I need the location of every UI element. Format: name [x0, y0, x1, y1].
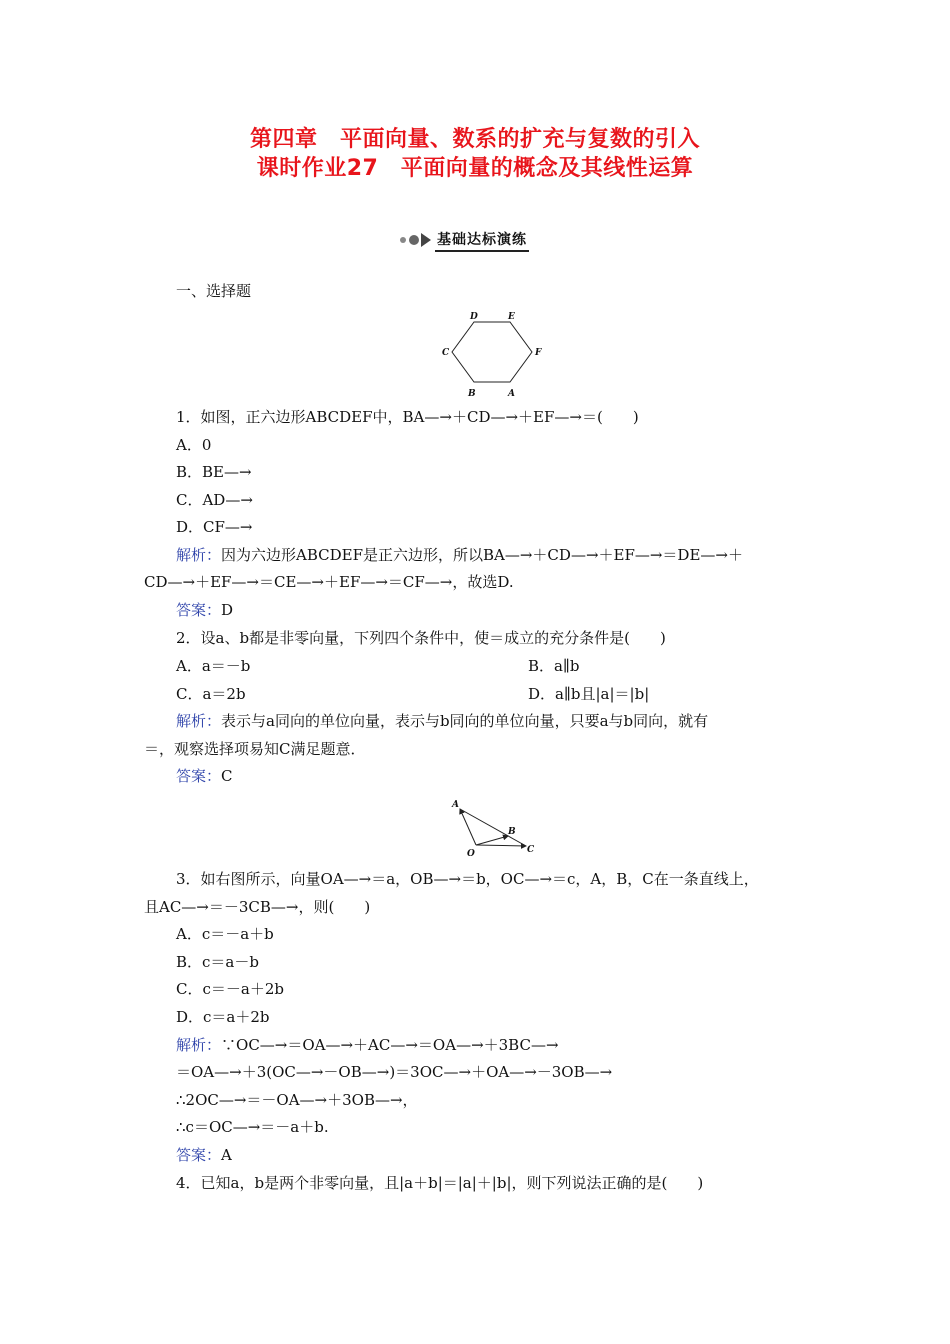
- q1-option-a: A．0: [176, 436, 212, 454]
- q3-analysis-line4: ∴c＝OC—→＝－a＋b.: [176, 1118, 329, 1136]
- chapter-title: 第四章 平面向量、数系的扩充与复数的引入: [249, 127, 700, 152]
- section-heading: 一、选择题: [176, 282, 252, 300]
- lesson-title: 课时作业27 平面向量的概念及其线性运算: [256, 156, 694, 181]
- q2-analysis-line1: [176, 711, 708, 731]
- q1-answer-value: D: [221, 601, 234, 619]
- q3-answer: [176, 1145, 232, 1165]
- q2-option-d: D．a∥b且|a|＝|b|: [528, 685, 650, 703]
- q3-analysis-text1: ∵OC—→＝OA—→＋AC—→＝OA—→＋3BC—→: [221, 1036, 559, 1054]
- q1-option-d: D．CF—→: [176, 518, 253, 536]
- q1-option-b: B．BE—→: [176, 463, 252, 481]
- q3-analysis-line1: [176, 1035, 559, 1055]
- q2-analysis-text1: 表示与a同向的单位向量，表示与b同向的单位向量，只要a与b同向，就有: [221, 712, 709, 730]
- q2-option-b: B．a∥b: [528, 657, 580, 675]
- q2-answer-label: 答案：: [176, 767, 222, 785]
- q2-answer-value: C: [221, 767, 233, 785]
- hexagon-figure: [440, 310, 550, 400]
- banner-bullet-icon: [400, 233, 435, 247]
- q1-option-c: C．AD—→: [176, 491, 253, 509]
- q3-analysis-line3: ∴2OC—→＝－OA—→＋3OB—→，: [176, 1091, 418, 1109]
- q1-stem: 1．如图，正六边形ABCDEF中，BA—→＋CD—→＋EF—→＝( ): [176, 408, 639, 426]
- tri-label-a: A: [452, 800, 459, 810]
- q1-analysis-line2: CD—→＋EF—→＝CE—→＋EF—→＝CF—→，故选D.: [144, 573, 514, 591]
- q2-analysis-label: 解析：: [176, 712, 222, 730]
- tri-label-o: O: [467, 849, 475, 859]
- section-banner: [400, 230, 529, 250]
- hex-label-e: E: [508, 312, 515, 322]
- q1-analysis-line1: [176, 545, 743, 565]
- q3-option-a: A．c＝－a＋b: [176, 925, 274, 943]
- hex-label-a: A: [508, 389, 515, 399]
- q3-answer-value: A: [221, 1146, 232, 1164]
- q3-analysis-line2: ＝OA—→＋3(OC—→－OB—→)＝3OC—→＋OA—→－3OB—→: [176, 1063, 613, 1081]
- q3-stem-line2: 且AC—→＝－3CB—→，则( ): [144, 898, 371, 916]
- q3-analysis-label: 解析：: [176, 1036, 222, 1054]
- hex-label-c: C: [442, 348, 450, 358]
- q2-analysis-line2: ＝，观察选择项易知C满足题意．: [144, 740, 366, 758]
- hex-label-f: F: [535, 348, 542, 358]
- triangle-figure: [446, 795, 546, 860]
- q3-answer-label: 答案：: [176, 1146, 222, 1164]
- q1-analysis-label: 解析：: [176, 546, 222, 564]
- banner-text: 基础达标演练: [435, 229, 529, 252]
- q2-stem: 2．设a、b都是非零向量，下列四个条件中，使＝成立的充分条件是( ): [176, 629, 666, 647]
- q3-option-b: B．c＝a－b: [176, 953, 259, 971]
- q2-option-a: A．a＝－b: [176, 657, 251, 675]
- q3-option-d: D．c＝a＋2b: [176, 1008, 270, 1026]
- q2-option-c: C．a＝2b: [176, 685, 246, 703]
- q2-answer: [176, 766, 233, 786]
- q3-option-c: C．c＝－a＋2b: [176, 980, 284, 998]
- hex-label-b: B: [468, 389, 476, 399]
- q4-stem: 4．已知a，b是两个非零向量，且|a＋b|＝|a|＋|b|，则下列说法正确的是( ): [176, 1174, 704, 1192]
- q1-analysis-text1: 因为六边形ABCDEF是正六边形，所以BA—→＋CD—→＋EF—→＝DE—→＋: [221, 546, 743, 564]
- q3-stem-line1: 3．如右图所示，向量OA—→＝a，OB—→＝b，OC—→＝c，A，B，C在一条直线上，: [176, 870, 759, 888]
- tri-label-c: C: [527, 845, 535, 855]
- q1-answer-label: 答案：: [176, 601, 222, 619]
- tri-label-b: B: [508, 827, 516, 837]
- q1-answer: [176, 600, 233, 620]
- hex-label-d: D: [470, 312, 478, 322]
